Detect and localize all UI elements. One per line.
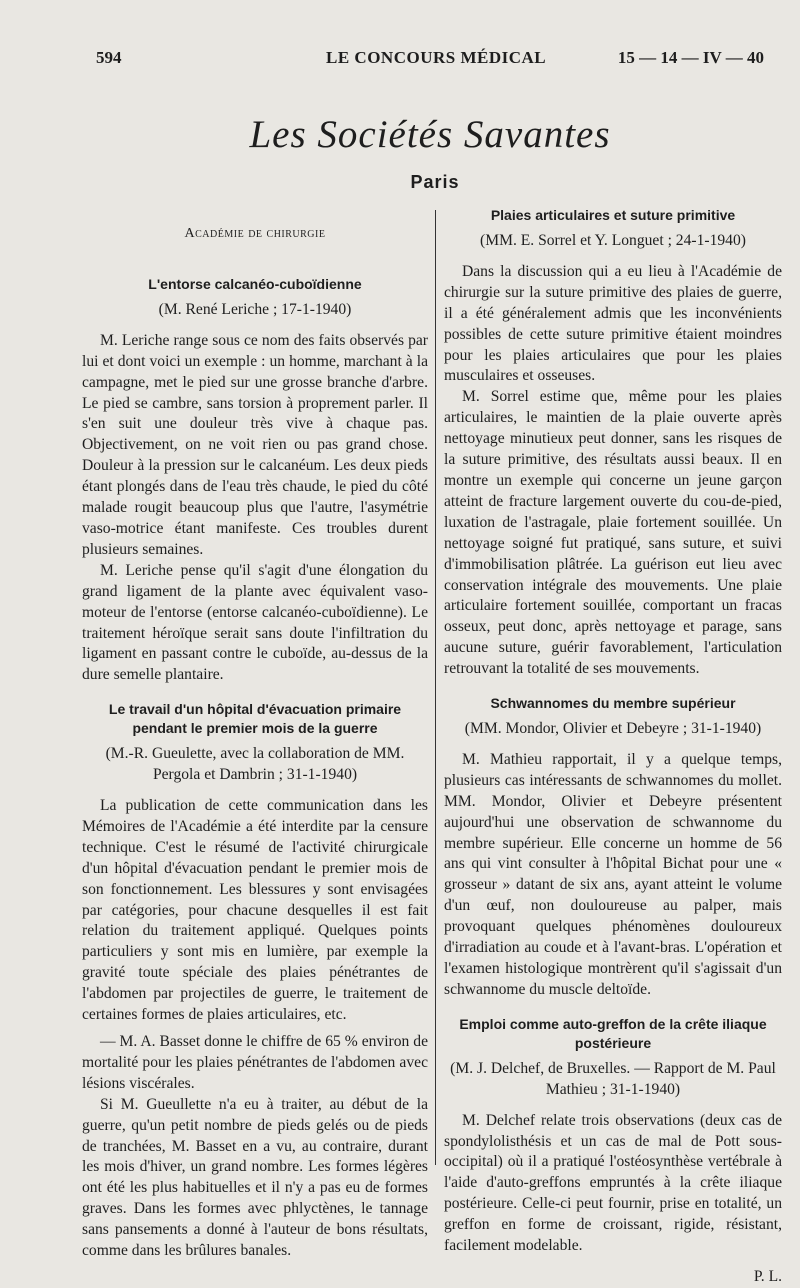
signature: P. L. bbox=[753, 1267, 782, 1285]
page-number: 594 bbox=[96, 48, 122, 67]
column-divider bbox=[435, 210, 436, 1165]
left-column bbox=[82, 206, 428, 1262]
paragraph: M. Delchef relate trois observations (deux cas de spondylolisthésis et un cas de mal de Pott sous-occipital) où il a pratiqué l'ostéosynthèse vertébrale à l'aide d'auto-greffons empruntés à la crête iliaque postérieure. Celle-ci peut fournir, prise en totalité, un greffon en forme de croissant, rigide, résistant, facilement modelable. bbox=[444, 1111, 782, 1255]
paragraph: La publication de cette communication dans les Mémoires de l'Académie a été interdite par la censure technique. C'est le résumé de l'activité chirurgicale d'un hôpital d'évacuation pendant le premier mois de son fonctionnement. Les blessures y sont envisagées par catégories, pour chacune desquelles il est fait relation du traitement appliqué. Quelques points particuliers y sont mis en lumière, par exemple la gravité toute spéciale des plaies pénétrantes de l'abdomen par projectiles de guerre, le traitement de certaines formes de plaies articulaires, etc. bbox=[82, 797, 428, 1024]
article-byline: (M. J. Delchef, de Bruxelles. — Rapport de M. Paul Mathieu ; 31-1-1940) bbox=[450, 1059, 776, 1098]
page-title: Les Sociétés Savantes bbox=[249, 113, 611, 156]
article-title: Schwannomes du membre supérieur bbox=[490, 695, 736, 712]
article-byline: (M.-R. Gueulette, avec la collaboration de MM. Pergola et Dambrin ; 31-1-1940) bbox=[105, 745, 405, 784]
article-byline: (MM. E. Sorrel et Y. Longuet ; 24-1-1940) bbox=[480, 232, 746, 249]
article-title: Le travail d'un hôpital d'évacuation primaire pendant le premier mois de la guerre bbox=[108, 701, 402, 737]
issue-date: 15 — 14 — IV — 40 bbox=[617, 48, 764, 67]
paragraph: M. Leriche pense qu'il s'agit d'une élongation du grand ligament de la plante avec équivalent vaso-moteur de l'entorse (entorse calcanéo-cuboïdienne). Le traitement héroïque serait sans doute l'infiltration du ligament en passant contre le cuboïde, au-dessus de la dure semelle plantaire. bbox=[82, 561, 428, 684]
paragraph: Si M. Gueullette n'a eu à traiter, au début de la guerre, qu'un petit nombre de pieds gelés ou de pieds de tranchées, M. Basset en a vu, au contraire, durant les mois d'hiver, un grand nombre. Les formes légères ont été les plus habituelles et il n'y a pas eu de formes graves. Dans les formes avec phlyctènes, le tannage sans pansements a donné à l'auteur de bons résultats, comme dans les brûlures banales. bbox=[82, 1095, 428, 1260]
city-heading: Paris bbox=[410, 172, 460, 192]
running-head bbox=[96, 48, 764, 74]
article-byline: (MM. Mondor, Olivier et Debeyre ; 31-1-1940) bbox=[464, 720, 762, 738]
article-title: Plaies articulaires et suture primitive bbox=[490, 207, 736, 223]
paragraph: Dans la discussion qui a eu lieu à l'Académie de chirurgie sur la suture primitive des plaies de guerre, il a été généralement admis que les inconvénients possibles de cette suture primitive étaient moindres pour les plaies articulaires que pour les plaies musculaires et osseuses. bbox=[444, 262, 782, 385]
article-byline: (M. René Leriche ; 17-1-1940) bbox=[158, 300, 352, 318]
paragraph: M. Sorrel estime que, même pour les plaies articulaires, le maintien de la plaie ouverte après nettoyage minutieux peut donner, sans les risques de la suture primitive, des résultats aussi beaux. Il en montre un exemple qui concerne un jeune garçon atteint de fracture largement ouverte du cou-de-pied, luxation de l'astragale, plaie fortement souillée. Un nettoyage soigné fut pratiqué, sans suture, et suivi d'immobilisation plâtrée. La guérison eut lieu avec conservation intégrale des mouvements. Une plaie articulaire fortement souillée, comportant un fracas osseux, peut donc, après nettoyage et parage, sans aucune suture, guérir favorablement, l'articulation retrouvant la totalité de ses mouvements. bbox=[444, 388, 782, 678]
paragraph: — M. A. Basset donne le chiffre de 65 % environ de mortalité pour les plaies pénétrantes de l'abdomen avec lésions viscérales. bbox=[82, 1033, 428, 1092]
paragraph: M. Leriche range sous ce nom des faits observés par lui et dont voici un exemple : un homme, marchant à la campagne, met le pied sur une grosse branche d'arbre. Le pied se cambre, sans torsion à proprement parler. Il s'en suit une douleur très vive à chaque pas. Objectivement, on ne voit rien ou pas grand chose. Douleur à la pression sur le calcanéum. Les deux pieds étant plongés dans de l'eau très chaude, le pied du côté malade rougit beaucoup plus que l'autre, l'asymétrie vaso-motrice étant manifeste. Ces troubles durent plusieurs semaines. bbox=[82, 331, 428, 558]
section-heading: Académie de chirurgie bbox=[184, 226, 326, 241]
article-title: L'entorse calcanéo-cuboïdienne bbox=[148, 275, 362, 292]
paragraph: M. Mathieu rapportait, il y a quelque temps, plusieurs cas intéressants de schwannomes du mollet. MM. Mondor, Olivier et Debeyre présentent aujourd'hui une observation de schwannome du membre supérieur. Elle concerne un homme de 56 ans qui vint consulter à l'hôpital Bichat pour une « grosseur » datant de six ans, ayant atteint le volume d'un œuf, non douloureuse au palper, mais provoquant quelques phénomènes douloureux d'irradiation au coude et à l'avant-bras. L'opération et l'examen histologique montrèrent qu'il s'agissait d'un schwannome du muscle deltoïde. bbox=[444, 750, 782, 998]
right-column bbox=[444, 206, 782, 1288]
journal-title: LE CONCOURS MÉDICAL bbox=[326, 48, 547, 67]
article-title: Emploi comme auto-greffon de la crête iliaque postérieure bbox=[459, 1015, 767, 1051]
